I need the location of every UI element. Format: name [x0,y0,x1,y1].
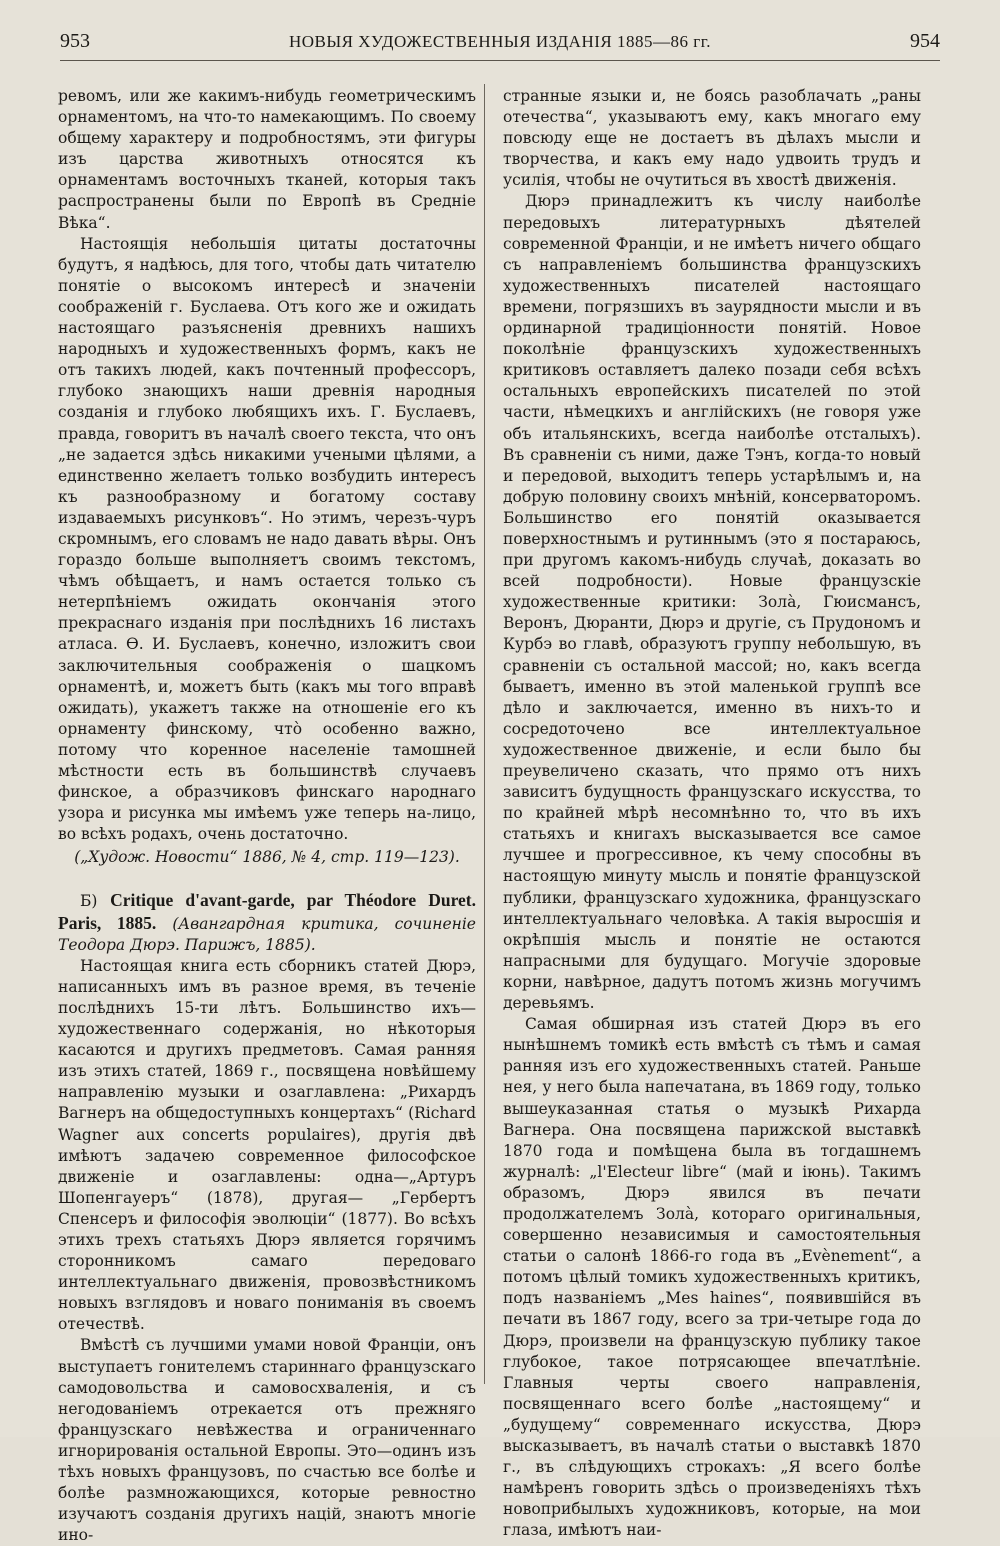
entry-subtitle: (Авангардная критика, сочиненіе Теодора Дюрэ. Парижъ, 1885). [58,914,476,954]
citation: („Худож. Новости“ 1886, № 4, стр. 119—123). [74,848,460,867]
paragraph: Настоящія небольшія цитаты достаточны будутъ, я надѣюсь, для того, чтобы дать читателю понятіе о высокомъ интересѣ и значеніи соображеній г. Буслаева. Отъ кого же и ожидать настоящаго разъясненія древнихъ нашихъ народныхъ и художественныхъ формъ, какъ не отъ такихъ людей, какъ почтенный профессоръ, глубоко знающихъ наши древнія народныя созданія и глубоко любящихъ ихъ. Г. Буслаевъ, правда, говоритъ въ началѣ своего текста, что онъ „не задается здѣсь никакими учеными цѣлями, а единственно желаетъ только возбудить интересъ къ разнообразному и богатому составу издаваемыхъ рисунковъ“. Но этимъ, черезъ-чуръ скромнымъ, его словамъ не надо давать вѣры. Онъ гораздо больше выполняетъ своимъ текстомъ, чѣмъ обѣщаетъ, и намъ остается только съ нетерпѣніемъ ожидать окончанія этого прекраснаго изданія при послѣднихъ 16 листахъ атласа. Ѳ. И. Буслаевъ, конечно, изложитъ свои заключительныя соображенія о шацкомъ орнаментѣ, и, можетъ быть (какъ мы того вправѣ ожидать), укажетъ также на отношеніе его къ орнаменту финскому, что̀ особенно важно, потому что коренное населеніе тамошней мѣстности есть въ большинствѣ случаевъ финское, а образчиковъ финскаго народнаго узора и рисунка мы имѣемъ уже теперь на-лицо, во всѣхъ родахъ, очень достаточно. [58,234,476,844]
running-title: НОВЫЯ ХУДОЖЕСТВЕННЫЯ ИЗДАНІЯ 1885—86 гг. [288,32,712,51]
column-divider [484,84,485,1384]
paragraph: Вмѣстѣ съ лучшими умами новой Франціи, онъ выступаетъ гонителемъ стариннаго французскаго самодовольства и самовосхваленія, и съ негодованіемъ отрекается отъ прежняго французскаго невѣжества и ограниченнаго игнорированія остальной Европы. Это—одинъ изъ тѣхъ новыхъ французовъ, по счастью все болѣе и болѣе размножающихся, которые ревностно изучаютъ созданія другихъ націй, знаютъ многіе ино- [58,1336,476,1545]
review-entry-heading [58,890,476,955]
header-rule [60,60,940,61]
entry-label: Б) [80,892,98,911]
paragraph: странные языки и, не боясь разоблачать „раны отечества“, указываютъ ему, какъ многаго ему повсюду еще не достаетъ въ дѣлахъ мысли и творчества, и какъ ему надо удвоить трудъ и усилія, чтобы не очутиться въ хвостѣ движенія. [503,87,921,190]
entry-title: Critique d'avant-garde, par Théodore Duret. Paris, 1885. [58,890,476,933]
paragraph: ревомъ, или же какимъ-нибудь геометрическимъ орнаментомъ, на что-то намекающимъ. По своему общему характеру и подробностямъ, эти фигуры изъ царства животныхъ относятся къ орнаментамъ восточныхъ тканей, которыя такъ распространены были по Европѣ въ Средніе Вѣка“. [58,87,476,232]
paragraph: Самая обширная изъ статей Дюрэ въ его нынѣшнемъ томикѣ есть вмѣстѣ съ тѣмъ и самая ранняя изъ его художественныхъ статей. Раньше нея, у него была напечатана, въ 1869 году, только вышеуказанная статья о музыкѣ Рихарда Вагнера. Она посвящена парижской выставкѣ 1870 года и помѣщена была въ тогдашнемъ журналѣ: „l'Electeur libre“ (май и іюнь). Такимъ образомъ, Дюрэ явился въ печати продолжателемъ Зола̀, котораго оригинальныя, совершенно независимыя и самостоятельныя статьи о салонѣ 1866-го года въ „Evènement“, а потомъ цѣлый томикъ художественныхъ критикъ, подъ названіемъ „Mes haines“, появившійся въ печати въ 1867 году, всего за три-четыре года до Дюрэ, произвели на французскую публику такое глубокое, такое потрясающее впечатлѣніе. Главныя черты своего направленія, посвященнаго всего болѣе „настоящему“ и „будущему“ современнаго искусства, Дюрэ высказываетъ, въ началѣ статьи о выставкѣ 1870 г., въ слѣдующихъ строкахъ: „Я всего болѣе намѣренъ говорить здѣсь о произведеніяхъ тѣхъ новоприбылыхъ художниковъ, которые, на мои глаза, имѣютъ наи- [503,1015,921,1540]
paragraph: Дюрэ принадлежитъ къ числу наиболѣе передовыхъ литературныхъ дѣятелей современной Франціи, и не имѣетъ ничего общаго съ направленіемъ большинства французскихъ художественныхъ писателей настоящаго времени, погрязшихъ въ заурядности мысли и въ ординарной традиціонности понятій. Новое поколѣніе французскихъ художественныхъ критиковъ оставляетъ далеко позади себя всѣхъ остальныхъ европейскихъ писателей по этой части, нѣмецкихъ и англійскихъ (не говоря уже объ итальянскихъ, всегда наиболѣе отсталыхъ). Въ сравненіи съ ними, даже Тэнъ, когда-то новый и передовой, выходитъ теперь устарѣлымъ и, на добрую половину своихъ мнѣній, консерваторомъ. Большинство его понятій оказывается поверхностнымъ и рутиннымъ (это я постараюсь, при другомъ какомъ-нибудь случаѣ, доказать во всей подробности). Новые французскіе художественные критики: Зола̀, Гюисмансъ, Веронъ, Дюранти, Дюрэ и другіе, съ Прудономъ и Курбэ во главѣ, образуютъ группу небольшую, въ сравненіи съ остальной массой; но, какъ всегда бываетъ, именно въ этой маленькой группѣ все дѣло и заключается, именно въ нихъ-то и сосредоточено все интеллектуальное художественное движеніе, и если было бы преувеличено сказать, что прямо отъ нихъ зависитъ будущность французскаго искусства, то по крайней мѣрѣ несомнѣнно то, что въ ихъ статьяхъ и книгахъ высказывается все самое лучшее и прогрессивное, къ чему способны въ настоящую минуту мысль и понятіе французской публики, французскаго художника, французскаго интеллектуальнаго человѣка. А такія выросшія и окрѣпшія мысль и понятіе не остаются напрасными для будущаго. Могучіе здоровые корни, навѣрное, дадутъ потомъ жизнь могучимъ деревьямъ. [503,192,921,1013]
left-column [58,86,476,1546]
paragraph: Настоящая книга есть сборникъ статей Дюрэ, написанныхъ имъ въ разное время, въ теченіе послѣднихъ 15-ти лѣтъ. Большинство ихъ—художественнаго содержанія, но нѣкоторыя касаются и другихъ предметовъ. Самая ранняя изъ этихъ статей, 1869 г., посвящена новѣйшему направленію музыки и озаглавлена: „Рихардъ Вагнеръ на общедоступныхъ концертахъ“ (Richard Wagner aux concerts populaires), другія двѣ имѣютъ задачею современное философское движеніе и озаглавлены: одна—„Артуръ Шопенгауеръ“ (1878), другая— „Гербертъ Спенсеръ и философія эволюціи“ (1877). Во всѣхъ этихъ трехъ статьяхъ Дюрэ является горячимъ сторонникомъ самаго передоваго интеллектуальнаго движенія, провозвѣстникомъ новыхъ взглядовъ и новаго пониманія въ своемъ отечествѣ. [58,956,476,1334]
right-column [503,86,921,1541]
running-header [60,22,940,62]
page-number-left: 953 [60,30,90,52]
page-number-right: 954 [910,30,940,52]
